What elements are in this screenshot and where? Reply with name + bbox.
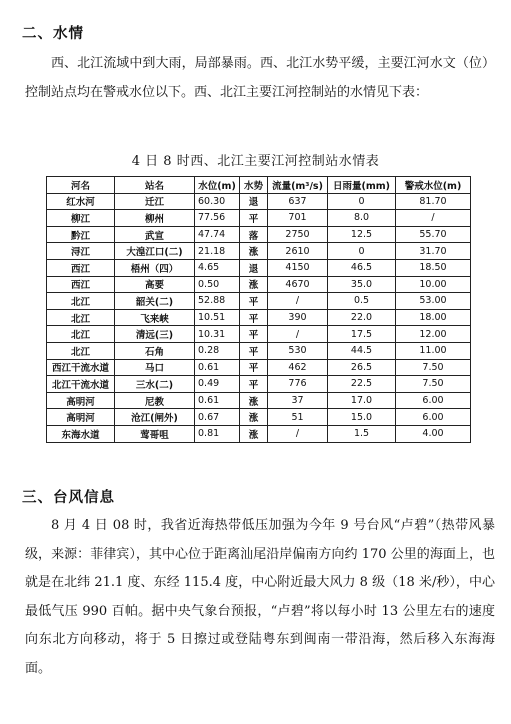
discharge-cell: 37 (268, 392, 328, 409)
rainfall-cell: 0 (328, 243, 396, 260)
river-cell: 西江干流水道 (47, 359, 115, 376)
station-cell: 柳州 (115, 210, 195, 227)
water-level-cell: 77.56 (195, 210, 240, 227)
warning-level-cell: / (396, 210, 471, 227)
water-level-cell: 10.51 (195, 309, 240, 326)
station-cell: 沧江(闸外) (115, 409, 195, 426)
trend-cell: 涨 (240, 243, 268, 260)
trend-cell: 落 (240, 226, 268, 243)
warning-level-cell: 7.50 (396, 376, 471, 393)
river-cell: 浔江 (47, 243, 115, 260)
water-regime-table (46, 176, 471, 443)
table-caption: 4 日 8 时西、北江主要江河控制站水情表 (131, 154, 380, 169)
water-level-cell: 0.61 (195, 359, 240, 376)
station-cell: 武宣 (115, 226, 195, 243)
warning-level-cell: 6.00 (396, 409, 471, 426)
water-level-cell: 47.74 (195, 226, 240, 243)
table-row (47, 392, 471, 409)
water-level-cell: 10.31 (195, 326, 240, 343)
rainfall-cell: 17.0 (328, 392, 396, 409)
river-cell: 北江 (47, 309, 115, 326)
table-row (47, 359, 471, 376)
header-discharge: 流量(m³/s) (268, 177, 328, 194)
warning-level-cell: 7.50 (396, 359, 471, 376)
trend-cell: 平 (240, 326, 268, 343)
warning-level-cell: 18.50 (396, 259, 471, 276)
table-row (47, 425, 471, 442)
river-cell: 东海水道 (47, 425, 115, 442)
discharge-cell: 51 (268, 409, 328, 426)
station-cell: 尼教 (115, 392, 195, 409)
rainfall-cell: 35.0 (328, 276, 396, 293)
station-cell: 迁江 (115, 193, 195, 210)
section-heading-typhoon: 三、台风信息 (22, 490, 115, 506)
trend-cell: 退 (240, 259, 268, 276)
river-cell: 黔江 (47, 226, 115, 243)
rainfall-cell: 1.5 (328, 425, 396, 442)
trend-cell: 涨 (240, 409, 268, 426)
river-cell: 高明河 (47, 392, 115, 409)
station-cell: 韶关(二) (115, 293, 195, 310)
trend-cell: 涨 (240, 276, 268, 293)
section-heading-water: 二、水情 (22, 26, 84, 42)
trend-cell: 涨 (240, 392, 268, 409)
water-level-cell: 52.88 (195, 293, 240, 310)
trend-cell: 平 (240, 309, 268, 326)
header-water-level: 水位(m) (195, 177, 240, 194)
water-paragraph: 西、北江流域中到大雨，局部暴雨。西、北江水势平缓，主要江河水文（位）控制站点均在警戒水位以下。西、北江主要江河控制站的水情见下表： (25, 56, 495, 100)
discharge-cell: / (268, 425, 328, 442)
rainfall-cell: 17.5 (328, 326, 396, 343)
water-level-cell: 0.28 (195, 342, 240, 359)
table-row (47, 326, 471, 343)
table-body (47, 193, 471, 442)
warning-level-cell: 11.00 (396, 342, 471, 359)
table-row (47, 226, 471, 243)
trend-cell: 平 (240, 210, 268, 227)
discharge-cell: / (268, 293, 328, 310)
warning-level-cell: 10.00 (396, 276, 471, 293)
table-row (47, 243, 471, 260)
table-row (47, 376, 471, 393)
warning-level-cell: 55.70 (396, 226, 471, 243)
water-level-cell: 0.50 (195, 276, 240, 293)
station-cell: 清远(三) (115, 326, 195, 343)
table-row (47, 293, 471, 310)
warning-level-cell: 18.00 (396, 309, 471, 326)
discharge-cell: 637 (268, 193, 328, 210)
station-cell: 莺哥咀 (115, 425, 195, 442)
station-cell: 大湟江口(二) (115, 243, 195, 260)
river-cell: 西江 (47, 276, 115, 293)
typhoon-paragraph: 8 月 4 日 08 时，我省近海热带低压加强为今年 9 号台风“卢碧”（热带风暴级，来源：菲律宾），其中心位于距离汕尾沿岸偏南方向约 170 公里的海面上，也就是在北纬 21.1 度、东经 115.4 度，中心附近最大风力 8 级（18 米/秒），中心最低气压 990 百帕。据中央气象台预报，“卢碧”将以每小时 13 公里左右的速度向东北方向移动，将于 5 日擦过或登陆粤东到闽南一带沿海，然后移入东海海面。 (25, 518, 495, 676)
warning-level-cell: 31.70 (396, 243, 471, 260)
rainfall-cell: 46.5 (328, 259, 396, 276)
table-row (47, 276, 471, 293)
warning-level-cell: 81.70 (396, 193, 471, 210)
water-level-cell: 21.18 (195, 243, 240, 260)
discharge-cell: 2750 (268, 226, 328, 243)
rainfall-cell: 22.0 (328, 309, 396, 326)
rainfall-cell: 8.0 (328, 210, 396, 227)
station-cell: 梧州（四） (115, 259, 195, 276)
trend-cell: 平 (240, 342, 268, 359)
trend-cell: 平 (240, 293, 268, 310)
table-row (47, 193, 471, 210)
rainfall-cell: 15.0 (328, 409, 396, 426)
header-daily-rainfall: 日雨量(mm) (328, 177, 396, 194)
trend-cell: 平 (240, 376, 268, 393)
header-river: 河名 (47, 177, 115, 194)
discharge-cell: 2610 (268, 243, 328, 260)
river-cell: 北江 (47, 293, 115, 310)
station-cell: 马口 (115, 359, 195, 376)
table-row (47, 342, 471, 359)
water-level-cell: 0.81 (195, 425, 240, 442)
warning-level-cell: 6.00 (396, 392, 471, 409)
trend-cell: 平 (240, 359, 268, 376)
table-header-row (47, 177, 471, 194)
station-cell: 飞来峡 (115, 309, 195, 326)
table-row (47, 259, 471, 276)
warning-level-cell: 4.00 (396, 425, 471, 442)
rainfall-cell: 22.5 (328, 376, 396, 393)
discharge-cell: 701 (268, 210, 328, 227)
river-cell: 柳江 (47, 210, 115, 227)
river-cell: 红水河 (47, 193, 115, 210)
water-level-cell: 4.65 (195, 259, 240, 276)
station-cell: 石角 (115, 342, 195, 359)
table-row (47, 409, 471, 426)
trend-cell: 退 (240, 193, 268, 210)
discharge-cell: 390 (268, 309, 328, 326)
water-level-cell: 60.30 (195, 193, 240, 210)
rainfall-cell: 12.5 (328, 226, 396, 243)
river-cell: 西江 (47, 259, 115, 276)
rainfall-cell: 44.5 (328, 342, 396, 359)
river-cell: 北江干流水道 (47, 376, 115, 393)
discharge-cell: 4150 (268, 259, 328, 276)
header-station: 站名 (115, 177, 195, 194)
discharge-cell: 776 (268, 376, 328, 393)
discharge-cell: 4670 (268, 276, 328, 293)
discharge-cell: 462 (268, 359, 328, 376)
river-cell: 北江 (47, 342, 115, 359)
water-level-cell: 0.49 (195, 376, 240, 393)
water-level-cell: 0.61 (195, 392, 240, 409)
water-level-cell: 0.67 (195, 409, 240, 426)
river-cell: 北江 (47, 326, 115, 343)
table-row (47, 309, 471, 326)
trend-cell: 涨 (240, 425, 268, 442)
river-cell: 高明河 (47, 409, 115, 426)
discharge-cell: / (268, 326, 328, 343)
header-warning-level: 警戒水位(m) (396, 177, 471, 194)
discharge-cell: 530 (268, 342, 328, 359)
station-cell: 高要 (115, 276, 195, 293)
table-row (47, 210, 471, 227)
header-trend: 水势 (240, 177, 268, 194)
rainfall-cell: 26.5 (328, 359, 396, 376)
station-cell: 三水(二) (115, 376, 195, 393)
warning-level-cell: 53.00 (396, 293, 471, 310)
rainfall-cell: 0 (328, 193, 396, 210)
rainfall-cell: 0.5 (328, 293, 396, 310)
warning-level-cell: 12.00 (396, 326, 471, 343)
